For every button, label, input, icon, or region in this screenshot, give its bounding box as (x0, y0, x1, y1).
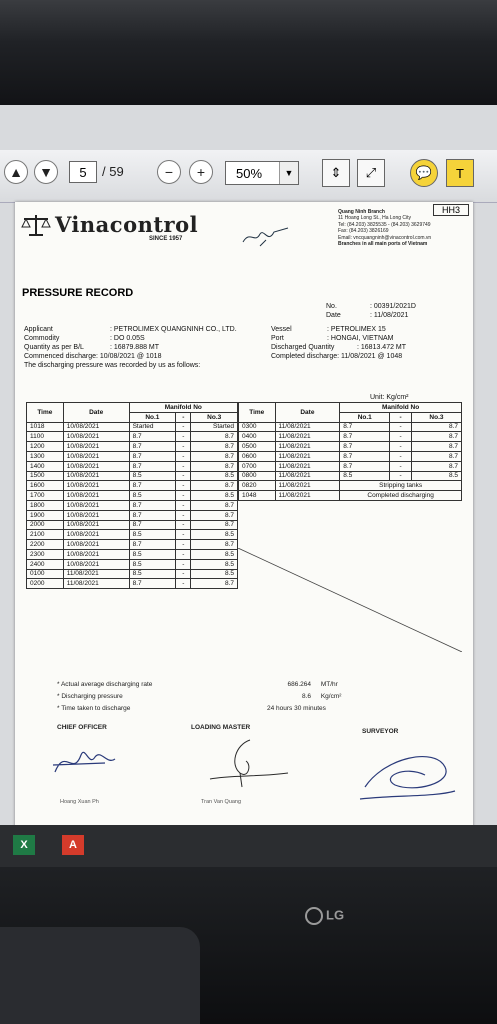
table-cell: 0500 (239, 442, 276, 452)
table-cell: 8.7 (191, 579, 238, 589)
table-cell: 0600 (239, 451, 276, 461)
table-row (27, 520, 238, 530)
table-cell: 0820 (239, 481, 276, 491)
table-cell: 10/08/2021 (63, 559, 129, 569)
table-cell: 8.5 (129, 491, 176, 501)
table-cell: 11/08/2021 (275, 471, 340, 481)
table-cell: 0100 (27, 569, 64, 579)
zoom-in-button[interactable]: + (189, 160, 213, 184)
page-number-input[interactable]: 5 (69, 161, 97, 183)
table-cell: 8.7 (129, 461, 176, 471)
table-cell: - (176, 540, 191, 550)
table-cell: 10/08/2021 (63, 481, 129, 491)
table-cell: - (176, 520, 191, 530)
table-cell: Started (191, 422, 238, 432)
table-cell: 8.5 (191, 491, 238, 501)
table-cell: 8.7 (191, 451, 238, 461)
zoom-select[interactable] (225, 161, 299, 185)
table-cell: 10/08/2021 (63, 471, 129, 481)
document-page (15, 202, 473, 832)
table-cell: - (390, 461, 412, 471)
table-cell: - (176, 549, 191, 559)
table-cell: 0700 (239, 461, 276, 471)
table-cell: 1500 (27, 471, 64, 481)
table-row (239, 471, 462, 481)
screen (0, 105, 497, 865)
table-cell: 8.7 (129, 481, 176, 491)
table-cell: 1018 (27, 422, 64, 432)
table-cell: 1700 (27, 491, 64, 501)
zoom-value: 50% (236, 165, 263, 181)
table-cell: 10/08/2021 (63, 432, 129, 442)
table-cell: 8.7 (129, 540, 176, 550)
table-cell: 8.5 (191, 569, 238, 579)
table-cell: 8.7 (340, 451, 390, 461)
monitor-bezel (0, 867, 497, 1024)
record-number: No. : 00391/2021D Date : 11/08/2021 (326, 303, 416, 319)
table-cell: 11/08/2021 (63, 579, 129, 589)
table-cell: 8.7 (129, 500, 176, 510)
table-row (239, 422, 462, 432)
table-cell: 10/08/2021 (63, 500, 129, 510)
table-cell: 8.5 (191, 549, 238, 559)
table-cell: 8.5 (191, 471, 238, 481)
form-code: HH3 (433, 204, 469, 216)
table-cell: 11/08/2021 (275, 451, 340, 461)
table-cell: 10/08/2021 (63, 442, 129, 452)
table-row (27, 481, 238, 491)
highlight-text-icon[interactable]: T (446, 159, 474, 187)
table-row (239, 432, 462, 442)
table-cell: - (176, 579, 191, 589)
fit-width-button[interactable]: ⤢ (357, 159, 385, 187)
table-row (239, 451, 462, 461)
table-cell: - (390, 432, 412, 442)
excel-icon[interactable]: X (13, 835, 35, 855)
zoom-out-button[interactable]: − (157, 160, 181, 184)
chief-officer-signature (45, 737, 125, 787)
previous-page-button[interactable]: ▲ (4, 160, 28, 184)
monitor-brand-logo: LG (305, 907, 344, 925)
table-cell: 2400 (27, 559, 64, 569)
table-cell: 8.7 (191, 520, 238, 530)
table-cell: 10/08/2021 (63, 549, 129, 559)
table-cell: 8.7 (411, 432, 461, 442)
table-cell: 10/08/2021 (63, 451, 129, 461)
table-row (239, 481, 462, 491)
table-cell: Stripping tanks (340, 481, 462, 491)
table-cell: - (176, 461, 191, 471)
table-row (27, 500, 238, 510)
brand-since: SINCE 1957 (149, 236, 183, 242)
table-cell: - (176, 432, 191, 442)
table-cell: 0800 (239, 471, 276, 481)
handwritten-mark (240, 224, 300, 250)
summary-labels: * Actual average discharging rate * Discharging pressure * Time taken to discharge (57, 681, 153, 712)
table-row (27, 579, 238, 589)
table-cell: 8.7 (129, 510, 176, 520)
right-info: Vessel : PETROLIMEX 15 Port : HONGAI, VIETNAM Discharged Quantity : 16813.472 MT Completed discharge: 11/08/2021 @ 1048 (271, 326, 407, 360)
surveyor-signature (355, 747, 465, 807)
table-row (27, 530, 238, 540)
table-cell: 10/08/2021 (63, 491, 129, 501)
table-cell: 8.7 (191, 442, 238, 452)
table-row (239, 491, 462, 501)
table-row (27, 549, 238, 559)
table-cell: 10/08/2021 (63, 520, 129, 530)
table-cell: - (176, 442, 191, 452)
table-cell: 8.7 (191, 540, 238, 550)
table-row (27, 510, 238, 520)
table-cell: 2100 (27, 530, 64, 540)
table-cell: 8.7 (411, 422, 461, 432)
table-cell: - (176, 491, 191, 501)
table-cell: 8.7 (129, 579, 176, 589)
table-cell: 11/08/2021 (275, 422, 340, 432)
table-cell: 1600 (27, 481, 64, 491)
desk-reflection (0, 927, 200, 1024)
table-cell: 8.5 (191, 530, 238, 540)
fit-page-button[interactable]: ⇕ (322, 159, 350, 187)
table-row (27, 569, 238, 579)
table-cell: 8.7 (129, 451, 176, 461)
company-logo (21, 212, 199, 242)
table-row (27, 559, 238, 569)
pressure-table-right: Time Date Manifold No No.1 - No.3 0300 11/08/2021 8.7 - 8.7 0400 11/08/2021 8.7 - 8.7 0500 11/08/2021 8.7 - 8.7 0600 11/08/2021 8.7 - 8.7 0700 11/08/2021 8.7 - 8.7 0800 11/08/2021 8.5 - 8.5 0820 11/08/2021 Stripping tanks 1048 11/08/2021 Completed discharging (238, 402, 462, 501)
table-cell: 1300 (27, 451, 64, 461)
table-cell: 8.7 (191, 461, 238, 471)
table-row (27, 491, 238, 501)
scales-icon (21, 213, 51, 237)
table-cell: - (176, 481, 191, 491)
table-cell: - (176, 569, 191, 579)
table-cell: 0200 (27, 579, 64, 589)
table-cell: 8.7 (191, 500, 238, 510)
table-cell: 8.5 (191, 559, 238, 569)
void-line (238, 548, 462, 652)
table-cell: 2200 (27, 540, 64, 550)
table-cell: 11/08/2021 (275, 432, 340, 442)
page-total: / 59 (102, 164, 124, 179)
table-cell: 8.7 (191, 432, 238, 442)
comment-icon[interactable]: 💬 (410, 159, 438, 187)
table-cell: - (390, 471, 412, 481)
table-cell: 2300 (27, 549, 64, 559)
brand-name: Vinacontrol (55, 212, 199, 237)
table-cell: - (176, 471, 191, 481)
table-row (27, 461, 238, 471)
chief-officer-name: Hoang Xuan Ph (60, 799, 99, 805)
table-cell: 11/08/2021 (275, 491, 340, 501)
table-cell: 8.5 (129, 569, 176, 579)
table-cell: 1100 (27, 432, 64, 442)
table-row (27, 422, 238, 432)
table-cell: 8.7 (411, 451, 461, 461)
table-cell: 1200 (27, 442, 64, 452)
table-cell: 8.7 (411, 442, 461, 452)
table-cell: 8.7 (129, 442, 176, 452)
table-cell: - (176, 451, 191, 461)
table-row (27, 442, 238, 452)
surveyor-label: SURVEYOR (362, 728, 399, 735)
table-cell: - (176, 510, 191, 520)
table-cell: 11/08/2021 (63, 569, 129, 579)
table-cell: 10/08/2021 (63, 540, 129, 550)
table-cell: 8.5 (129, 549, 176, 559)
pressure-table-left: Time Date Manifold No No.1 - No.3 1018 10/08/2021 Started - Started 1100 10/08/2021 8.7 - 8.7 1200 10/08/2021 8.7 - 8.7 1300 10/08/2021 8.7 - 8.7 1400 10/08/2021 8.7 - 8.7 1500 10/08/2021 8.5 - 8.5 1600 10/08/2021 8.7 - 8.7 1700 10/08/2021 8.5 - 8.5 1800 10/08/2021 8.7 - 8.7 1900 10/08/2021 8.7 - 8.7 2000 10/08/2021 8.7 - 8.7 2100 10/08/2021 8.5 - 8.5 2200 10/08/2021 8.7 - 8.7 2300 10/08/2021 8.5 - 8.5 2400 10/08/2021 8.5 - 8.5 0100 11/08/2021 8.5 - 8.5 0200 11/08/2021 8.7 - 8.7 (26, 402, 238, 589)
table-cell: 10/08/2021 (63, 422, 129, 432)
monitor-top-bezel (0, 0, 497, 105)
table-cell: 8.7 (340, 432, 390, 442)
table-cell: 1900 (27, 510, 64, 520)
table-cell: 0300 (239, 422, 276, 432)
table-cell: 8.7 (411, 461, 461, 471)
table-cell: 11/08/2021 (275, 481, 340, 491)
table-cell: 8.5 (129, 530, 176, 540)
table-cell: 10/08/2021 (63, 530, 129, 540)
branch-address: Quang Ninh Branch 11 Hoang Long St., Ha Long City Tel: (84.203) 3825535 - (84.203) 3629749 Fax: (84.203) 3826169 Email: vncquangninh@vinacontrol.com.vn Branches in all main ports of Vietnam (338, 209, 432, 248)
table-cell: - (176, 500, 191, 510)
page-title: PRESSURE RECORD (22, 287, 134, 299)
unit-label: Unit: Kg/cm² (370, 394, 409, 401)
taskbar (0, 825, 497, 867)
table-cell: 8.5 (411, 471, 461, 481)
left-info: Applicant : PETROLIMEX QUANGNINH CO., LTD. Commodity : DO 0.05S Quantity as per B/L : 16879.888 MT Commenced discharge: 10/08/2021 @ 1018 The discharging pressure was recorded by us as follows: (24, 326, 237, 369)
table-cell: 10/08/2021 (63, 461, 129, 471)
table-cell: 8.7 (191, 510, 238, 520)
table-cell: 8.7 (340, 442, 390, 452)
chief-officer-label: CHIEF OFFICER (57, 724, 107, 731)
table-cell: - (390, 422, 412, 432)
loading-master-name: Tran Van Quang (201, 799, 242, 805)
table-cell: - (176, 530, 191, 540)
table-row (239, 461, 462, 471)
loading-master-label: LOADING MASTER (191, 724, 251, 731)
table-cell: 0400 (239, 432, 276, 442)
pdf-reader-icon[interactable]: A (62, 835, 84, 855)
table-cell: 1400 (27, 461, 64, 471)
table-cell: 8.7 (129, 520, 176, 530)
table-cell: Completed discharging (340, 491, 462, 501)
table-cell: - (176, 422, 191, 432)
table-cell: 8.5 (129, 559, 176, 569)
table-cell: - (176, 559, 191, 569)
table-row (27, 540, 238, 550)
table-cell: 1800 (27, 500, 64, 510)
table-row (27, 471, 238, 481)
chevron-down-icon[interactable]: ▼ (279, 162, 298, 184)
next-page-button[interactable]: ▼ (34, 160, 58, 184)
lg-logo-icon (305, 907, 323, 925)
table-row (239, 442, 462, 452)
table-cell: 2000 (27, 520, 64, 530)
table-cell: 8.7 (340, 461, 390, 471)
summary-values: 686.264 MT/hr 8.6 Kg/cm² 24 hours 30 minutes (267, 681, 342, 712)
table-cell: - (390, 442, 412, 452)
table-cell: 8.5 (129, 471, 176, 481)
table-cell: - (390, 451, 412, 461)
table-cell: 8.5 (340, 471, 390, 481)
table-cell: 1048 (239, 491, 276, 501)
table-cell: Started (129, 422, 176, 432)
table-cell: 10/08/2021 (63, 510, 129, 520)
table-cell: 11/08/2021 (275, 461, 340, 471)
loading-master-signature (200, 735, 290, 790)
table-cell: 11/08/2021 (275, 442, 340, 452)
table-cell: 8.7 (340, 422, 390, 432)
table-cell: 8.7 (129, 432, 176, 442)
pdf-toolbar (0, 150, 497, 203)
table-row (27, 451, 238, 461)
table-row (27, 432, 238, 442)
table-cell: 8.7 (191, 481, 238, 491)
